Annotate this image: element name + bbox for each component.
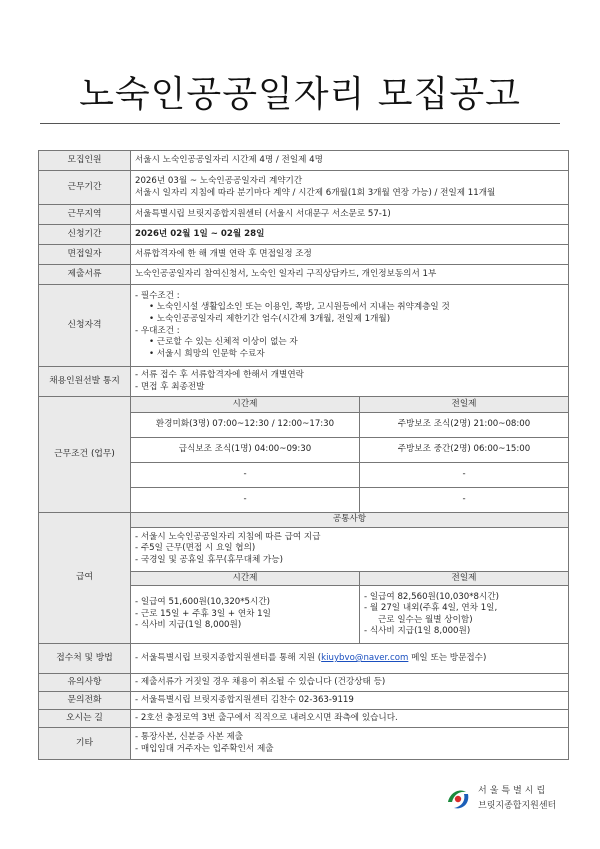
worktime-full-4: - [360, 488, 569, 513]
footer-org [478, 784, 556, 814]
contact-label: 문의전화 [39, 692, 131, 710]
qual-value [131, 285, 569, 367]
notice-table [38, 150, 569, 760]
submit-pre: - 서울특별시립 브릿지종합지원센터를 통해 지원 ( [135, 652, 322, 663]
period-value [131, 171, 569, 205]
seoul-logo-icon [444, 784, 472, 812]
etc-value [131, 728, 569, 760]
notice-value: - 제출서류가 거짓일 경우 채용이 취소될 수 있습니다 (건강상태 등) [131, 674, 569, 692]
pay-common-3: - 국경일 및 공휴일 휴무(휴무대체 가능) [135, 554, 283, 565]
submit-label: 접수처 및 방법 [39, 644, 131, 674]
period-label: 근무기간 [39, 171, 131, 205]
pay-head-part: 시간제 [131, 571, 360, 586]
docs-value: 노숙인공공일자리 참여신청서, 노숙인 일자리 구직상담카드, 개인정보동의서 1부 [131, 265, 569, 285]
qual-line-3: • 노숙인공공일자리 제한기간 엄수(시간제 3개월, 전일제 1개월) [149, 313, 391, 324]
notice-label: 유의사항 [39, 674, 131, 692]
pay-part [131, 586, 360, 644]
pay-common-1: - 서울시 노숙인공공일자리 지침에 따른 급여 지급 [135, 531, 321, 542]
worktime-part-2: 급식보조 조식(1명) 04:00~09:30 [131, 438, 360, 463]
qual-line-2: • 노숙인시설 생활입소인 또는 이용인, 쪽방, 고시원등에서 지내는 취약계층일 것 [149, 302, 450, 313]
worktime-part-3: - [131, 463, 360, 488]
period-line-2: 서울시 일자리 지침에 따라 분기마다 계약 / 시간제 6개월(1회 3개월 연장 가능) / 전일제 11개월 [135, 187, 496, 198]
notify-value [131, 367, 569, 397]
docs-label: 제출서류 [39, 265, 131, 285]
pay-full-1: - 일급여 82,560원(10,030*8시간) [364, 591, 499, 602]
interview-label: 면접일자 [39, 245, 131, 265]
worktime-head-full: 전일제 [360, 397, 569, 413]
pay-label: 급여 [39, 513, 131, 644]
submit-post: 메일 또는 방문접수) [408, 652, 487, 663]
period-line-1: 2026년 03월 ~ 노숙인공공일자리 계약기간 [135, 175, 303, 186]
submit-value [131, 644, 569, 674]
page-title: 노숙인공공일자리 모집공고 [79, 74, 521, 115]
contact-value: - 서울특별시립 브릿지종합지원센터 김찬수 02-363-9119 [131, 692, 569, 710]
interview-value: 서류합격자에 한 해 개별 연락 후 면접일정 조정 [131, 245, 569, 265]
pay-head-full: 전일제 [360, 571, 569, 586]
pay-part-2: - 근로 15일 + 주휴 3일 + 연차 1일 [135, 608, 271, 619]
recruit-label: 모집인원 [39, 151, 131, 171]
pay-full-3: 근로 일수는 월별 상이함) [378, 614, 473, 625]
qual-line-1: - 필수조건 : [135, 290, 180, 301]
pay-part-3: - 식사비 지급(1일 8,000원) [135, 620, 242, 631]
worktime-full-2: 주방보조 중간(2명) 06:00~15:00 [360, 438, 569, 463]
email-link[interactable]: kiuybvo@naver.com [321, 652, 409, 663]
apply-value: 2026년 02월 1일 ~ 02월 28일 [131, 225, 569, 245]
notify-line-2: - 면접 후 최종전발 [135, 381, 205, 392]
etc-label: 기타 [39, 728, 131, 760]
route-value: - 2호선 충정로역 3번 출구에서 직직으로 내려오시면 좌측에 있습니다. [131, 710, 569, 728]
worktime-full-1: 주방보조 조식(2명) 21:00~08:00 [360, 413, 569, 438]
recruit-value: 서울시 노숙인공공일자리 시간제 4명 / 전일제 4명 [131, 151, 569, 171]
apply-label: 신청기간 [39, 225, 131, 245]
worktime-label: 근무조건 (업무) [39, 397, 131, 513]
qual-line-5: • 근로할 수 있는 신체적 이상이 없는 자 [149, 337, 298, 348]
etc-line-1: - 통장사본, 신분증 사본 제출 [135, 732, 244, 743]
pay-part-1: - 일급여 51,600원(10,320*5시간) [135, 597, 270, 608]
pay-full [360, 586, 569, 644]
title-divider [40, 123, 560, 124]
pay-full-4: - 식사비 지급(1일 8,000원) [364, 626, 471, 637]
footer-line-2: 브릿지종합지원센터 [478, 801, 557, 811]
area-label: 근무지역 [39, 205, 131, 225]
etc-line-2: - 매입임대 거주자는 입주확인서 제출 [135, 743, 274, 754]
qual-line-4: - 우대조건 : [135, 325, 180, 336]
notify-label: 채용인원선발 통지 [39, 367, 131, 397]
pay-common-2: - 주5일 근무(면접 시 요일 협의) [135, 543, 256, 554]
footer-line-1: 서울특별시립 [478, 786, 549, 796]
pay-common [131, 527, 569, 571]
qual-label: 신청자격 [39, 285, 131, 367]
route-label: 오시는 길 [39, 710, 131, 728]
worktime-head-part: 시간제 [131, 397, 360, 413]
worktime-full-3: - [360, 463, 569, 488]
qual-line-6: • 서울시 희망의 인문학 수료자 [149, 348, 265, 359]
pay-common-head: 공통사항 [131, 513, 569, 528]
worktime-part-1: 환경미화(3명) 07:00~12:30 / 12:00~17:30 [131, 413, 360, 438]
area-value: 서울특별시립 브릿지종합지원센터 (서울시 서대문구 서소문로 57-1) [131, 205, 569, 225]
pay-full-2: - 월 27일 내외(주휴 4일, 연차 1일, [364, 603, 498, 614]
worktime-part-4: - [131, 488, 360, 513]
notify-line-1: - 서류 접수 후 서류합격자에 한해서 개별연락 [135, 369, 304, 380]
